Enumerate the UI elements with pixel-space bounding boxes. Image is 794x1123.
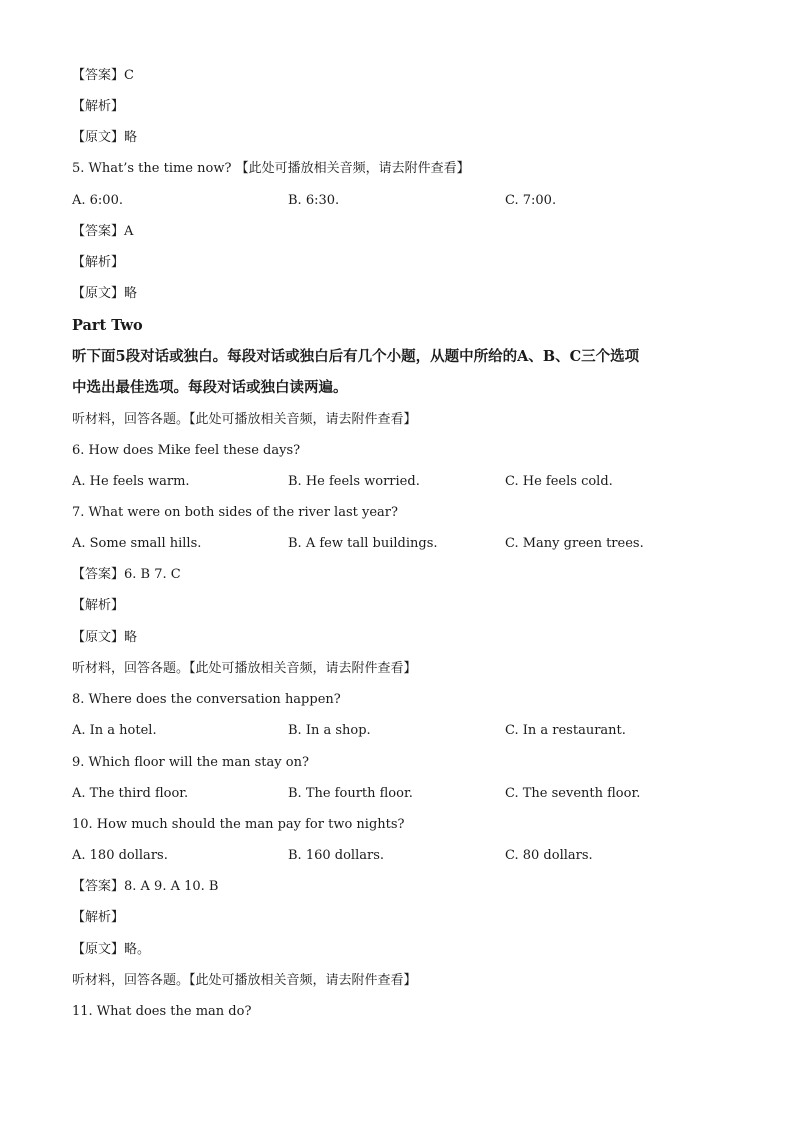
section-heading: 听下面5段对话或独白。每段对话或独白后有几个小题，从题中所给的A、B、C三个选项 bbox=[72, 348, 640, 365]
text-line: 【原文】略 bbox=[72, 130, 138, 145]
option-a: A. 6:00. bbox=[72, 193, 123, 208]
option-a: A. He feels warm. bbox=[72, 474, 190, 489]
text-line: 6. How does Mike feel these days? bbox=[72, 443, 301, 458]
text-line: 【解析】 bbox=[72, 99, 125, 114]
text-line: 10. How much should the man pay for two nights? bbox=[72, 817, 405, 832]
text-line: 【答案】A bbox=[72, 224, 134, 239]
option-b: B. 160 dollars. bbox=[288, 848, 384, 863]
option-c: C. Many green trees. bbox=[505, 536, 644, 551]
option-b: B. A few tall buildings. bbox=[288, 536, 438, 551]
option-c: C. The seventh floor. bbox=[505, 786, 641, 801]
option-c: C. In a restaurant. bbox=[505, 723, 626, 738]
option-c: C. 80 dollars. bbox=[505, 848, 593, 863]
option-b: B. He feels worried. bbox=[288, 474, 420, 489]
text-line: 【原文】略 bbox=[72, 630, 138, 645]
text-line: 【原文】略 bbox=[72, 286, 138, 301]
text-line: 【答案】C bbox=[72, 68, 134, 83]
text-line: 听材料，回答各题。【此处可播放相关音频，请去附件查看】 bbox=[72, 973, 417, 988]
text-line: 8. Where does the conversation happen? bbox=[72, 692, 341, 707]
option-a: A. The third floor. bbox=[72, 786, 189, 801]
text-line: 7. What were on both sides of the river last year? bbox=[72, 505, 398, 520]
text-line: 【答案】8. A 9. A 10. B bbox=[72, 879, 219, 894]
text-line: 【解析】 bbox=[72, 598, 125, 613]
option-c: C. He feels cold. bbox=[505, 474, 613, 489]
text-line: 【解析】 bbox=[72, 255, 125, 270]
text-line: 【解析】 bbox=[72, 910, 125, 925]
text-line: 5. What’s the time now? 【此处可播放相关音频，请去附件查看】 bbox=[72, 161, 470, 176]
section-heading: 中选出最佳选项。每段对话或独白读两遍。 bbox=[72, 379, 348, 396]
text-line: 【答案】6. B 7. C bbox=[72, 567, 181, 582]
text-line: 听材料，回答各题。【此处可播放相关音频，请去附件查看】 bbox=[72, 412, 417, 427]
option-b: B. In a shop. bbox=[288, 723, 371, 738]
option-b: B. 6:30. bbox=[288, 193, 340, 208]
text-line: 11. What does the man do? bbox=[72, 1004, 252, 1019]
option-a: A. In a hotel. bbox=[72, 723, 157, 738]
option-a: A. 180 dollars. bbox=[72, 848, 168, 863]
option-a: A. Some small hills. bbox=[72, 536, 202, 551]
section-heading: Part Two bbox=[72, 317, 143, 334]
text-line: 听材料，回答各题。【此处可播放相关音频，请去附件查看】 bbox=[72, 661, 417, 676]
option-c: C. 7:00. bbox=[505, 193, 557, 208]
option-b: B. The fourth floor. bbox=[288, 786, 413, 801]
text-line: 9. Which floor will the man stay on? bbox=[72, 755, 309, 770]
text-line: 【原文】略。 bbox=[72, 942, 151, 957]
